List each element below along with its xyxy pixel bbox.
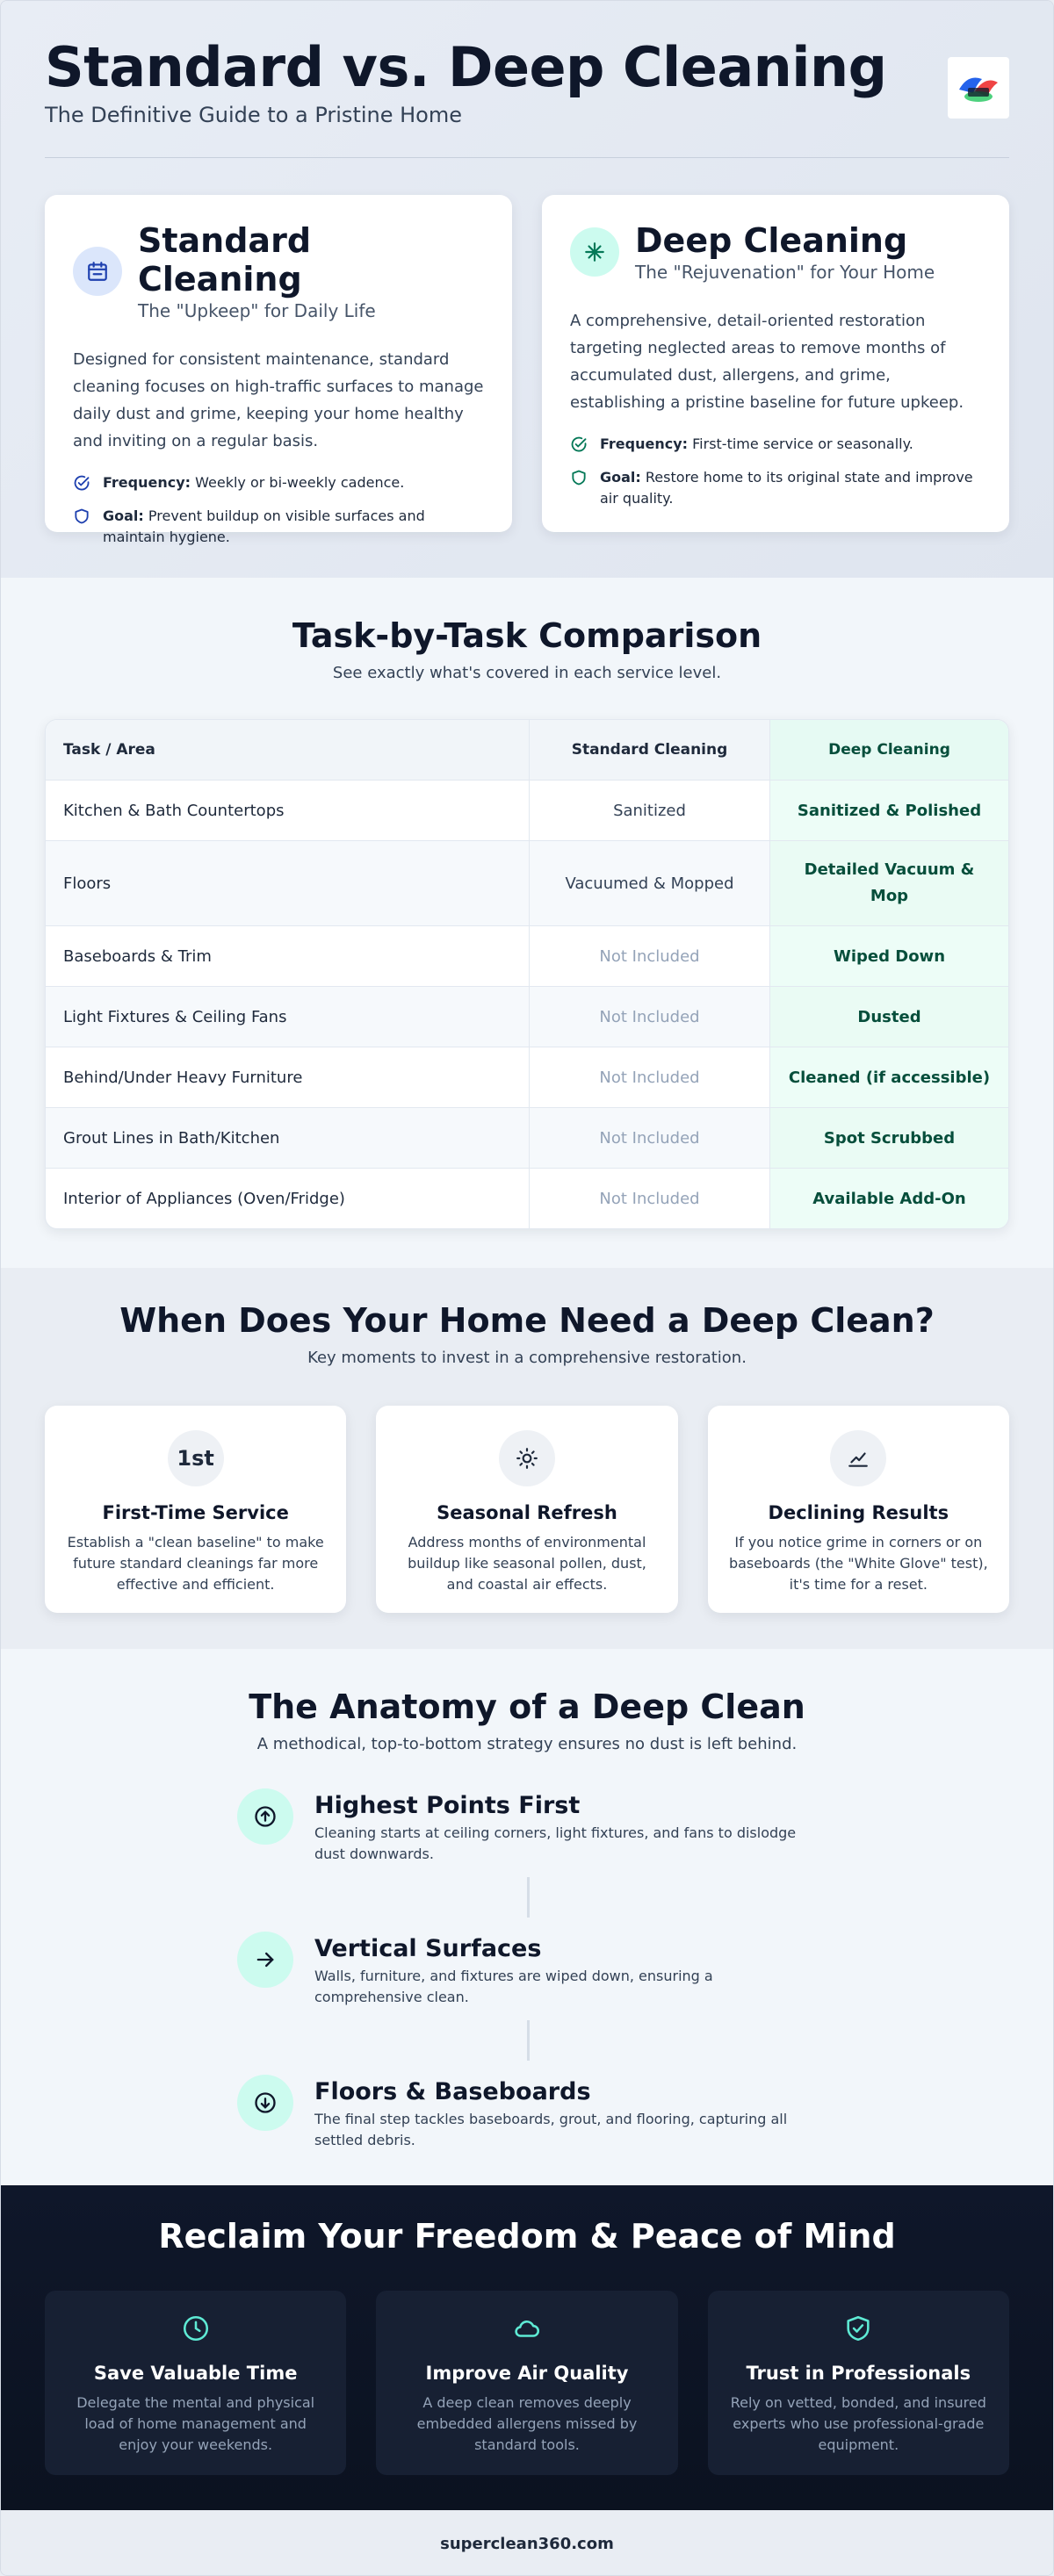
table-row <box>46 986 1008 1047</box>
deep-card-tagline: The "Rejuvenation" for Your Home <box>635 262 935 283</box>
comparison-table <box>45 719 1009 1229</box>
sun-icon <box>499 1430 555 1486</box>
table-header-row <box>46 720 1008 780</box>
step-connector <box>527 2020 530 2061</box>
table-cell-standard: Not Included <box>529 987 769 1047</box>
first-time-card <box>45 1406 346 1613</box>
table-row <box>46 1047 1008 1107</box>
page-title: Standard vs. Deep Cleaning <box>45 35 887 99</box>
clock-icon <box>181 2330 211 2347</box>
when-card-title: Declining Results <box>768 1502 949 1523</box>
when-title: When Does Your Home Need a Deep Clean? <box>119 1301 935 1340</box>
table-header-deep: Deep Cleaning <box>769 720 1008 780</box>
table-row <box>46 840 1008 925</box>
freedom-section <box>1 2185 1053 2510</box>
benefit-text: Rely on vetted, bonded, and insured experts who use professional-grade equipment. <box>730 2394 986 2453</box>
declining-card <box>708 1406 1009 1613</box>
benefit-title: Save Valuable Time <box>93 2363 298 2384</box>
seasonal-card <box>376 1406 677 1613</box>
comparison-subtitle: See exactly what's covered in each service level. <box>332 664 722 682</box>
brand-logo <box>948 57 1009 119</box>
comparison-section <box>1 578 1053 1268</box>
table-cell-deep: Available Add-On <box>769 1169 1008 1228</box>
table-row <box>46 1107 1008 1168</box>
table-cell-deep: Dusted <box>769 987 1008 1047</box>
cloud-icon <box>512 2330 542 2347</box>
standard-goal: Goal: Prevent buildup on visible surfaces and maintain hygiene. <box>73 506 484 548</box>
table-cell-standard: Sanitized <box>529 781 769 840</box>
deep-goal: Goal: Restore home to its original state and improve air quality. <box>570 467 981 509</box>
standard-card-description: Designed for consistent maintenance, standard cleaning focuses on high-traffic surfaces to manage daily dust and grime, keeping your home healthy and inviting on a regular basis. <box>73 350 484 450</box>
table-cell-task: Baseboards & Trim <box>63 946 212 966</box>
table-cell-deep: Wiped Down <box>769 926 1008 986</box>
step-title: Highest Points First <box>314 1792 581 1819</box>
deep-card-description: A comprehensive, detail-oriented restoration targeting neglected areas to remove months of accumulated dust, allergens, and grime, establishing a pristine baseline for future upkeep. <box>570 312 964 412</box>
step-vertical-surfaces <box>237 1932 817 2008</box>
table-row <box>46 1168 1008 1228</box>
when-card-title: First-Time Service <box>102 1502 289 1523</box>
standard-card-tagline: The "Upkeep" for Daily Life <box>138 300 376 321</box>
table-cell-standard: Not Included <box>529 1047 769 1107</box>
table-cell-deep: Cleaned (if accessible) <box>769 1047 1008 1107</box>
table-cell-task: Interior of Appliances (Oven/Fridge) <box>63 1189 345 1208</box>
table-cell-standard: Vacuumed & Mopped <box>529 841 769 925</box>
footer <box>1 2510 1053 2576</box>
anatomy-title: The Anatomy of a Deep Clean <box>249 1687 805 1726</box>
professionals-card <box>708 2291 1009 2475</box>
deep-frequency: Frequency: First-time service or seasonally. <box>570 434 981 455</box>
arrow-right-icon <box>237 1932 293 1988</box>
air-quality-card <box>376 2291 677 2475</box>
table-cell-standard: Not Included <box>529 1108 769 1168</box>
page-subtitle: The Definitive Guide to a Pristine Home <box>45 103 462 127</box>
step-text: Walls, furniture, and fixtures are wiped down, ensuring a comprehensive clean. <box>314 1968 713 2005</box>
step-text: Cleaning starts at ceiling corners, light fixtures, and fans to dislodge dust downwards. <box>314 1824 797 1862</box>
standard-frequency: Frequency: Weekly or bi-weekly cadence. <box>73 472 484 493</box>
calendar-icon <box>73 247 122 296</box>
anatomy-subtitle: A methodical, top-to-bottom strategy ensures no dust is left behind. <box>256 1735 798 1753</box>
benefit-text: Delegate the mental and physical load of home management and enjoy your weekends. <box>76 2394 315 2453</box>
when-card-title: Seasonal Refresh <box>437 1502 617 1523</box>
when-card-text: Address months of environmental buildup like seasonal pollen, dust, and coastal air effects. <box>408 1534 646 1593</box>
anatomy-section <box>1 1649 1053 2185</box>
first-badge: 1st <box>168 1430 224 1486</box>
arrow-down-circle-icon <box>237 2075 293 2131</box>
step-floors-baseboards <box>237 2075 817 2151</box>
comparison-title: Task-by-Task Comparison <box>292 616 762 655</box>
benefit-title: Trust in Professionals <box>746 2363 971 2384</box>
freedom-title: Reclaim Your Freedom & Peace of Mind <box>158 2217 896 2256</box>
table-cell-task: Behind/Under Heavy Furniture <box>63 1068 303 1087</box>
shield-check-icon <box>843 2330 873 2347</box>
sparkle-icon <box>570 227 619 277</box>
hero-divider <box>45 157 1009 158</box>
step-connector <box>527 1877 530 1918</box>
benefit-text: A deep clean removes deeply embedded allergens missed by standard tools. <box>416 2394 638 2453</box>
table-cell-task: Grout Lines in Bath/Kitchen <box>63 1128 280 1148</box>
when-subtitle: Key moments to invest in a comprehensive restoration. <box>307 1349 747 1367</box>
step-title: Vertical Surfaces <box>314 1935 542 1962</box>
check-circle-icon <box>73 474 90 492</box>
table-header-task: Task / Area <box>63 741 155 759</box>
table-cell-deep: Spot Scrubbed <box>769 1108 1008 1168</box>
table-cell-task: Kitchen & Bath Countertops <box>63 801 285 820</box>
table-row <box>46 925 1008 986</box>
table-cell-standard: Not Included <box>529 1169 769 1228</box>
table-row <box>46 780 1008 840</box>
arrow-up-circle-icon <box>237 1788 293 1845</box>
step-highest-points <box>237 1788 817 1865</box>
table-cell-task: Light Fixtures & Ceiling Fans <box>63 1007 287 1026</box>
check-circle-icon <box>570 435 588 453</box>
hero-section <box>1 1 1053 578</box>
save-time-card <box>45 2291 346 2475</box>
benefit-title: Improve Air Quality <box>425 2363 629 2384</box>
table-cell-deep: Detailed Vacuum & Mop <box>769 841 1008 925</box>
table-header-standard: Standard Cleaning <box>529 720 769 780</box>
standard-cleaning-card <box>45 195 512 545</box>
shield-icon <box>570 469 588 486</box>
standard-card-title: Standard Cleaning <box>138 221 312 299</box>
step-title: Floors & Baseboards <box>314 2078 591 2105</box>
when-card-text: Establish a "clean baseline" to make future standard cleanings far more effective and efficient. <box>67 1534 324 1593</box>
deep-cleaning-card <box>542 195 1009 532</box>
table-cell-deep: Sanitized & Polished <box>769 781 1008 840</box>
when-card-text: If you notice grime in corners or on baseboards (the "White Glove" test), it's time for a reset. <box>728 1534 988 1593</box>
step-text: The final step tackles baseboards, grout, and flooring, capturing all settled debris. <box>314 2111 788 2148</box>
deep-card-title: Deep Cleaning <box>635 221 908 260</box>
shield-icon <box>73 507 90 525</box>
table-cell-standard: Not Included <box>529 926 769 986</box>
footer-website-link[interactable]: superclean360.com <box>440 2534 614 2553</box>
table-cell-task: Floors <box>63 874 112 893</box>
trend-chart-icon <box>830 1430 886 1486</box>
when-section <box>1 1268 1053 1649</box>
